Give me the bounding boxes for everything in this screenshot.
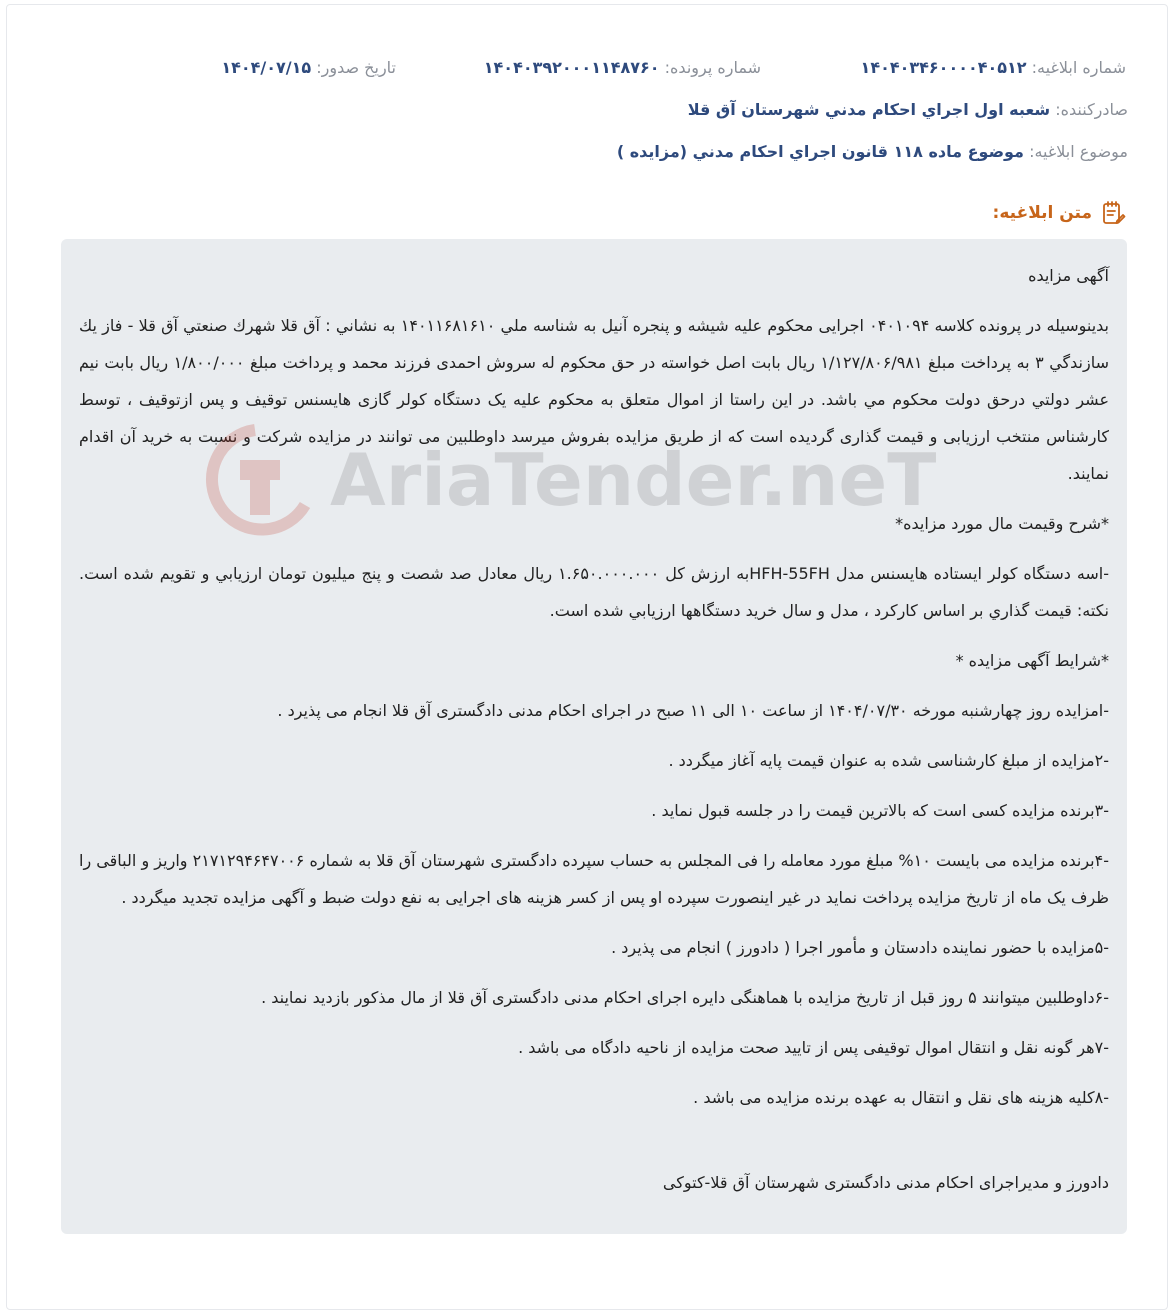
document-edit-icon <box>1100 200 1126 226</box>
issue-date-label: تاریخ صدور: <box>316 58 396 77</box>
condition-6: -۶داوطلبین میتوانند ۵ روز قبل از تاریخ مزایده با هماهنگی دایره اجرای احکام مدنی دادگستری آق قلا از مال مذکور بازدید نمایند . <box>261 988 1109 1007</box>
case-number <box>484 58 761 77</box>
issuer-value: شعبه اول اجراي احكام مدني شهرستان آق قلا <box>687 100 1051 119</box>
meta-row-numbers <box>46 58 1126 82</box>
condition-5: -۵مزایده با حضور نماینده دادستان و مأمور اجرا ( دادورز ) انجام می پذیرد . <box>611 938 1109 957</box>
condition-8: -۸کلیه هزینه های نقل و انتقال به عهده برنده مزایده می باشد . <box>693 1088 1109 1107</box>
body-paragraph-intro: بدینوسیله در پرونده کلاسه ۰۴۰۱۰۹۴ اجرایی محکوم علیه شيشه و پنجره آنيل به شناسه ملي ۱۴۰۱۱۶۸۱۶۱۰ به نشاني : آق قلا شهرك صنعتي آق قلا - فاز يك سازندگي ۳ به پرداخت مبلغ ۱/۱۲۷/۸۰۶/۹۸۱ ريال بابت اصل خواسته در حق محکوم له سروش احمدی فرزند محمد و پرداخت مبلغ ۱/۸۰۰/۰۰۰ ريال بابت نيم عشر دولتي درحق دولت محکوم مي باشد. در این راستا از اموال متعلق به محکوم علیه یک دستگاه کولر گازی هایسنس توقیف و پس ازتوقیف ، توسط کارشناس منتخب ارزیابی و قیمت گذاری گردیده است که از طریق مزایده بفروش میرسد داوطلبین می توانند در مزایده شرکت و نسبت به خرید آن اقدام نمایند. <box>79 316 1110 483</box>
case-number-label: شماره پرونده: <box>664 58 761 77</box>
condition-7: -۷هر گونه نقل و انتقال اموال توقیفی پس از تایید صحت مزایده از ناحیه دادگاه می باشد . <box>518 1038 1109 1057</box>
item-description-heading: *شرح وقيمت مال مورد مزايده* <box>895 514 1109 533</box>
issue-date <box>221 58 396 77</box>
subject-label: موضوع ابلاغیه: <box>1029 142 1128 161</box>
section-title: متن ابلاغیه: <box>992 203 1092 223</box>
condition-2: -۲مزایده از مبلغ کارشناسی شده به عنوان قیمت پایه آغاز میگردد . <box>668 751 1109 770</box>
notice-number-label: شماره ابلاغیه: <box>1031 58 1126 77</box>
issuer-label: صادرکننده: <box>1055 100 1128 119</box>
signature: دادورز و مديراجرای احكام مدنی دادگستری شهرستان آق قلا-کتوکی <box>662 1173 1109 1192</box>
case-number-value: ۱۴۰۴۰۳۹۲۰۰۰۱۱۴۸۷۶۰ <box>483 58 660 77</box>
notice-number-value: ۱۴۰۴۰۳۴۶۰۰۰۰۴۰۵۱۲ <box>860 58 1027 77</box>
announcement-title: آگهی مزایده <box>1028 266 1109 285</box>
item-description: -اسه دستگاه كولر ايستاده هايسنس مدل HFH-55FHبه ارزش كل ۱.۶۵۰.۰۰۰.۰۰۰ ريال معادل صد شصت و پنج ميليون تومان ارزيابي و تقويم شده است. نكته: قيمت گذاري بر اساس كاركرد ، مدل و سال خريد دستگاهها ارزيابي شده است. <box>79 564 1110 620</box>
subject-row <box>617 142 1128 161</box>
subject-value: موضوع ماده ۱۱۸ قانون اجراي احكام مدني (مزايده ) <box>616 142 1024 161</box>
condition-4: -۴برنده مزایده می بایست ۱۰% مبلغ مورد معامله را فی المجلس به حساب سپرده دادگستری شهرستان آق قلا به شماره ۲۱۷۱۲۹۴۶۴۷۰۰۶ واریز و الباقی را ظرف یک ماه از تاریخ مزایده پرداخت نماید در غیر اینصورت سپرده او پس از کسر هزینه های اجرایی به نفع دولت ضبط و آگهی مزایده تجدید میگردد . <box>79 851 1109 907</box>
condition-1: -امزایده روز چهارشنبه مورخه ۱۴۰۴/۰۷/۳۰ از ساعت ۱۰ الی ۱۱ صبح در اجرای احکام مدنی دادگستری آق قلا انجام می پذیرد . <box>277 701 1109 720</box>
section-heading <box>993 200 1126 226</box>
notice-body <box>61 239 1127 1234</box>
issue-date-value: ۱۴۰۴/۰۷/۱۵ <box>221 58 312 77</box>
watermark-text: AriaTender.neT <box>330 438 937 522</box>
condition-3: -۳برنده مزایده کسی است که بالاترین قیمت را در جلسه قبول نماید . <box>651 801 1109 820</box>
conditions-heading: *شرایط آگهی مزایده * <box>955 651 1109 670</box>
notice-number <box>861 58 1126 77</box>
issuer-row <box>688 100 1128 119</box>
